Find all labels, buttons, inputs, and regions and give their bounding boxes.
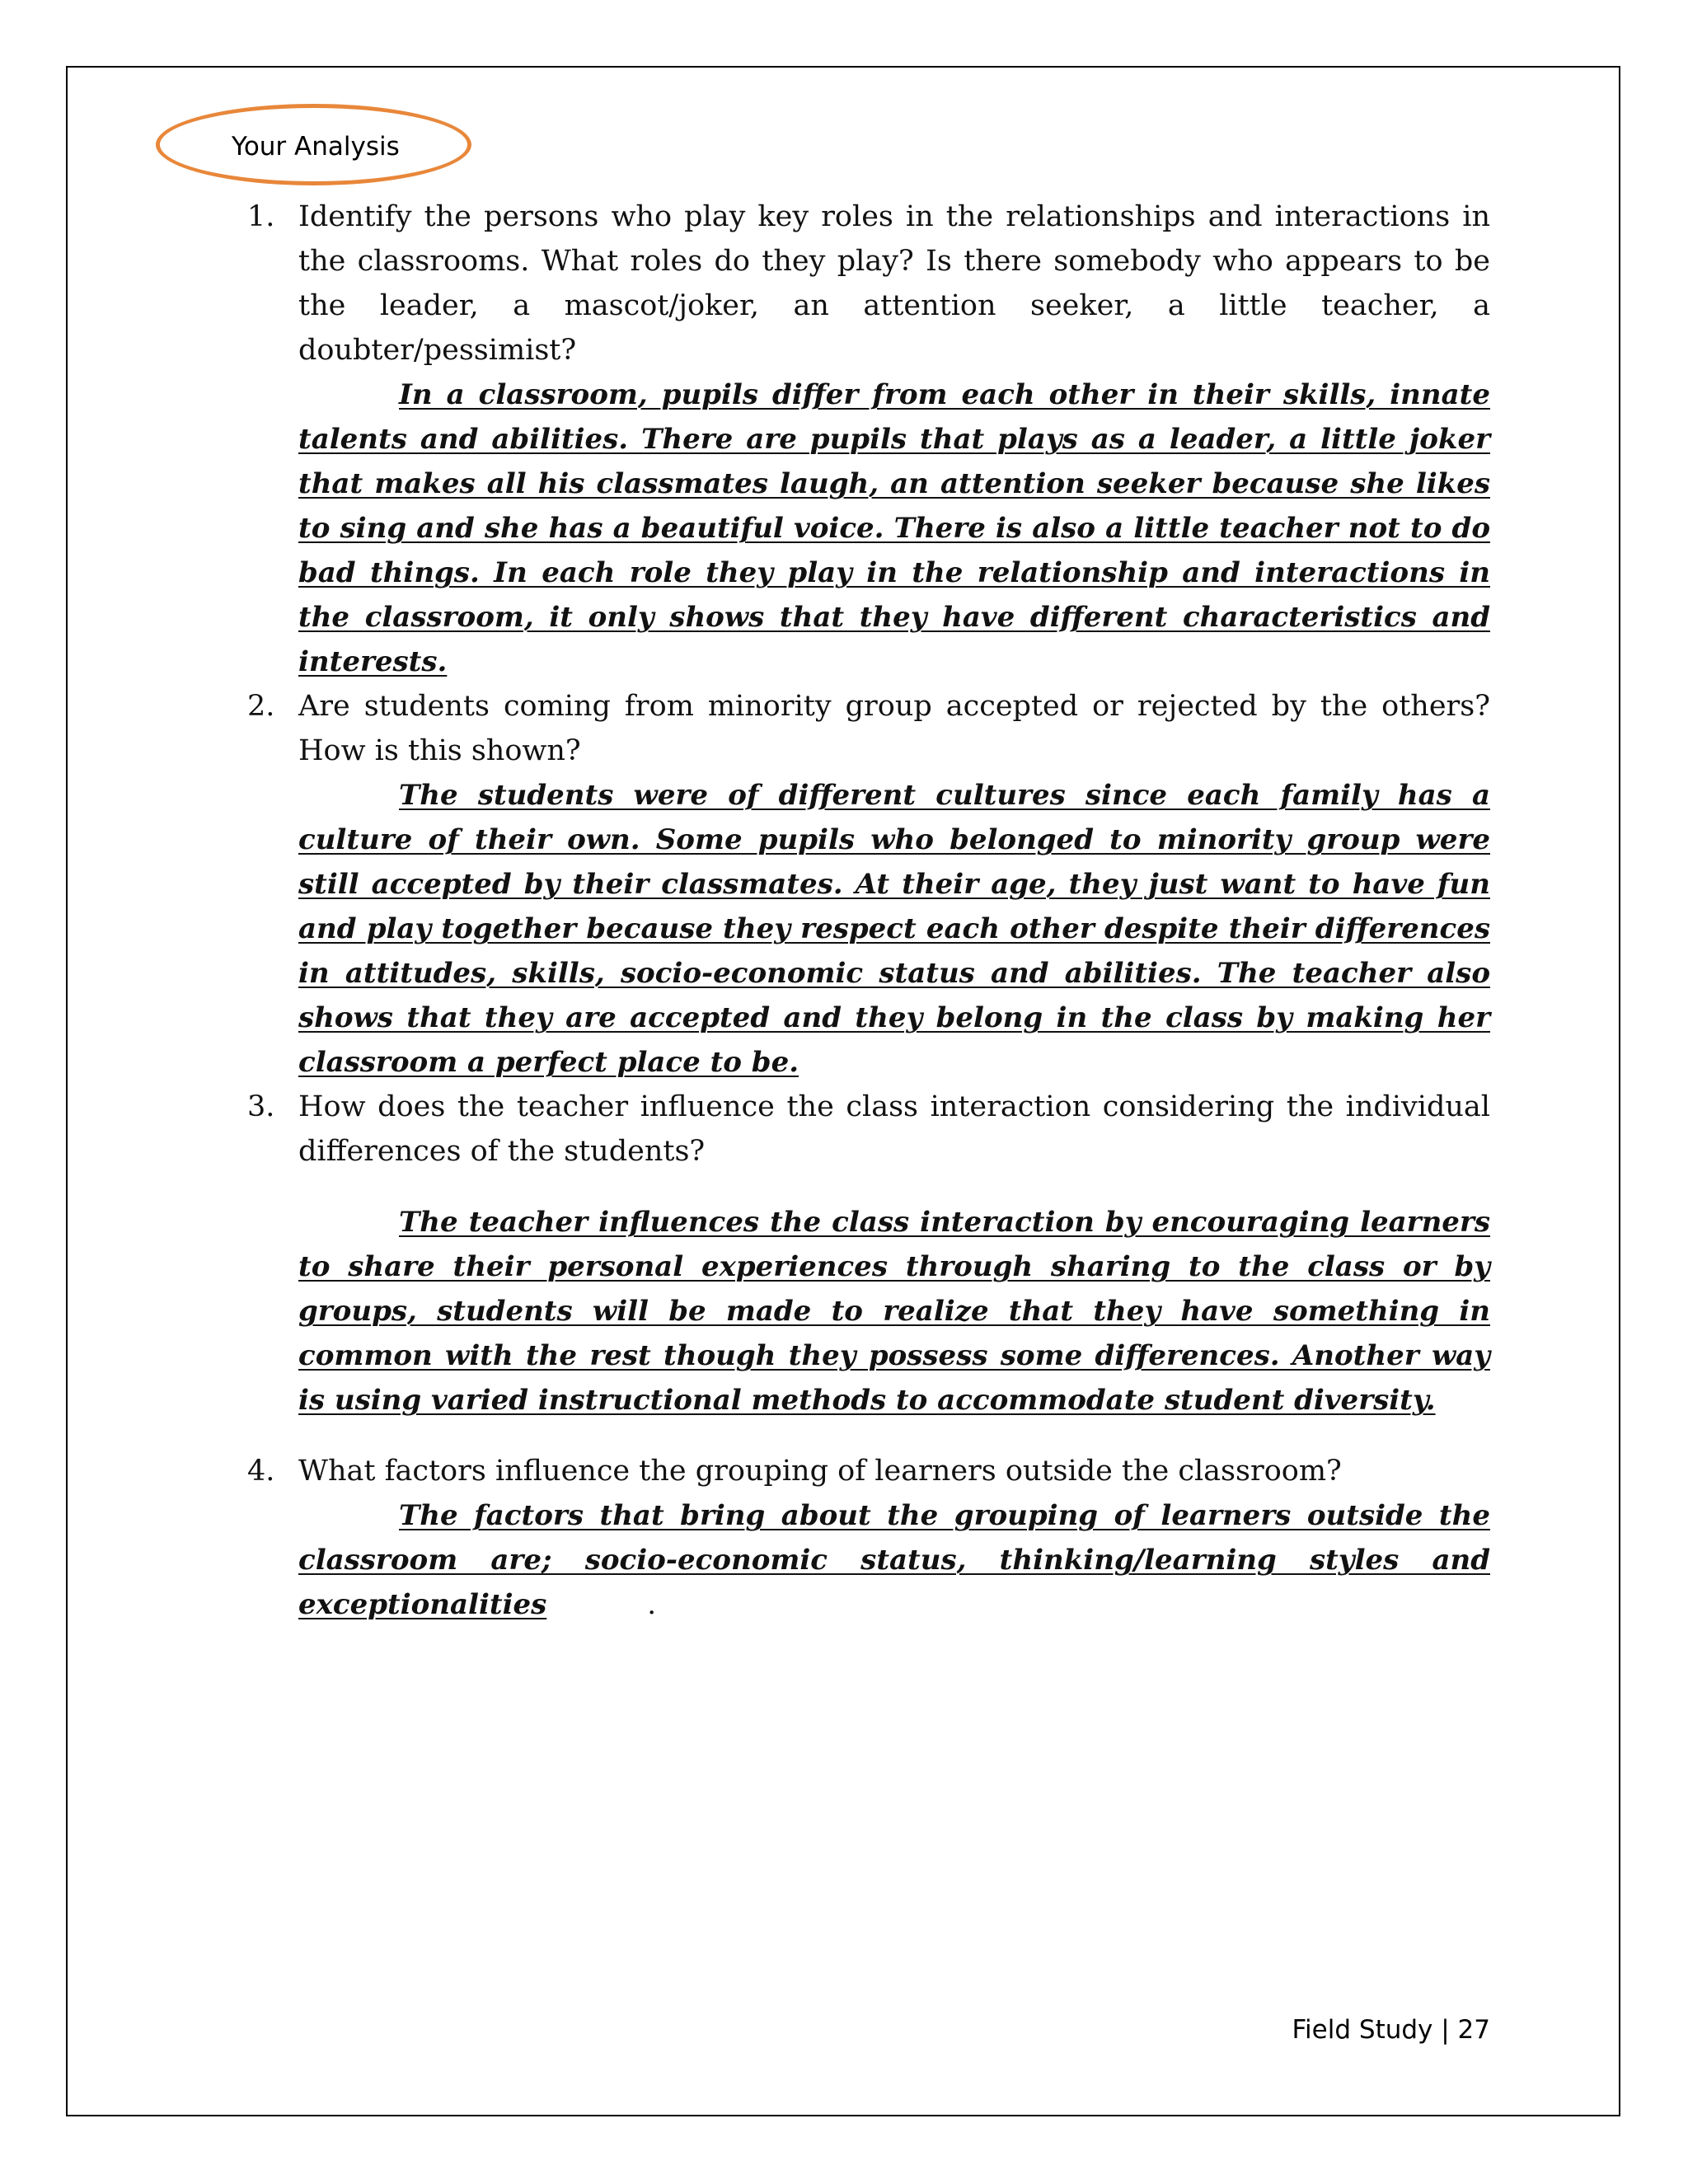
question-item-4 <box>247 1449 1490 1627</box>
question-number: 1. <box>247 200 275 233</box>
page-footer: Field Study | 27 <box>1292 2015 1490 2045</box>
question-text: How does the teacher influence the class interaction considering the individual differences of the students? <box>298 1090 1490 1168</box>
answer-paragraph <box>298 1493 1490 1627</box>
answer-text: The students were of different cultures since each family has a culture of their own. Some pupils who belonged to minority group were still accepted by their classmates. At their age, they just want to have fun and play together because they respect each other despite their differences in attitudes, skills, socio-economic status and abilities. The teacher also shows that they are accepted and they belong in the class by making her classroom a perfect place to be. <box>298 779 1490 1079</box>
answer-text: The factors that bring about the grouping of learners outside the classroom are; socio-economic status, thinking/learning styles and exceptionalities <box>298 1499 1490 1621</box>
question-number: 3. <box>247 1090 275 1123</box>
answer-period: . <box>647 1588 657 1621</box>
analysis-questions <box>247 194 1490 1627</box>
question-item-2 <box>247 684 1490 1085</box>
question-text: Are students coming from minority group accepted or rejected by the others? How is this shown? <box>298 690 1490 767</box>
question-number: 2. <box>247 690 275 723</box>
question-item-3 <box>247 1085 1490 1422</box>
question-text: Identify the persons who play key roles in the relationships and interactions in the classrooms. What roles do they play? Is there somebody who appears to be the leader, a mascot/joker, an attention seeker, a little teacher, a doubter/pessimist? <box>298 200 1490 367</box>
your-analysis-label: Your Analysis <box>232 132 400 162</box>
question-text: What factors influence the grouping of learners outside the classroom? <box>298 1455 1342 1488</box>
answer-text: The teacher influences the class interaction by encouraging learners to share their personal experiences through sharing to the class or by groups, students will be made to realize that they have something in common with the rest though they possess some differences. Another way is using varied instructional methods to accommodate student diversity. <box>298 1206 1490 1417</box>
question-item-1 <box>247 194 1490 684</box>
answer-text: In a classroom, pupils differ from each other in their skills, innate talents and abilities. There are pupils that plays as a leader, a little joker that makes all his classmates laugh, an attention seeker because she likes to sing and she has a beautiful voice. There is also a little teacher not to do bad things. In each role they play in the relationship and interactions in the classroom, it only shows that they have different characteristics and interests. <box>298 378 1490 678</box>
question-number: 4. <box>247 1455 275 1488</box>
